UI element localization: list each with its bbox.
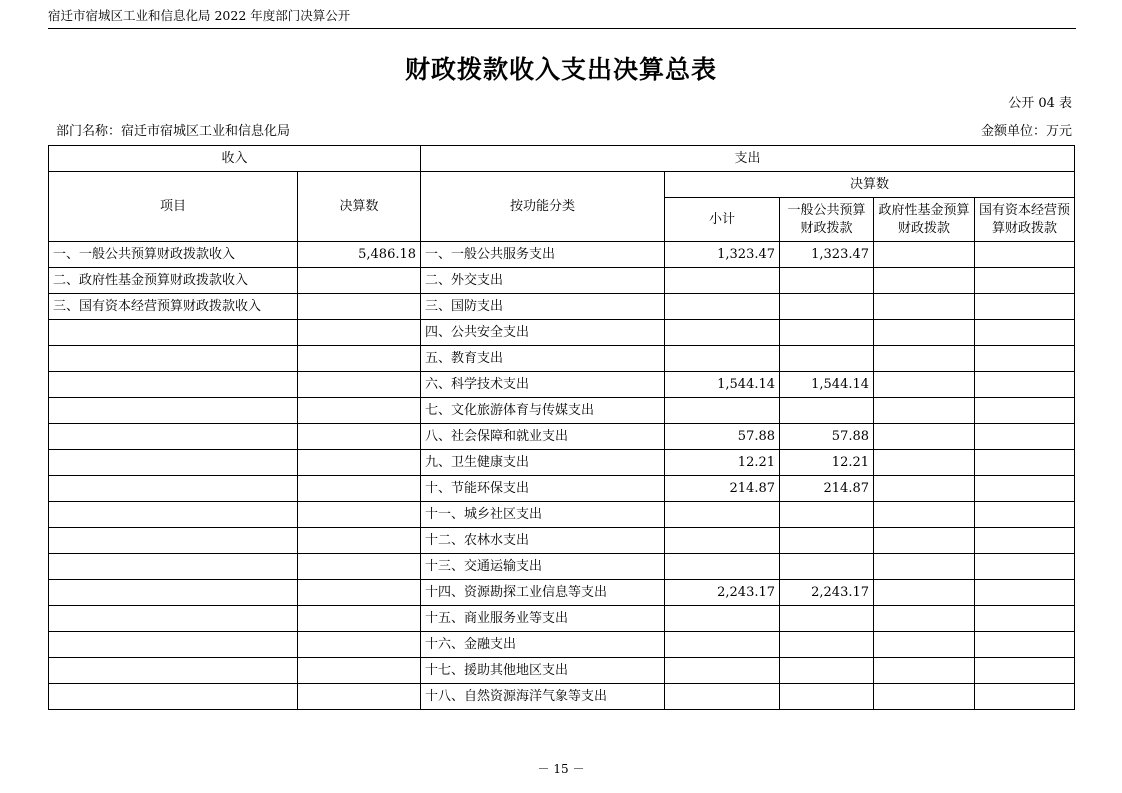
expense-item-cell: 九、卫生健康支出 [421, 450, 665, 476]
item-header: 项目 [49, 172, 298, 242]
state-capital-cell [975, 372, 1075, 398]
fund-budget-cell [874, 372, 975, 398]
subtotal-cell [665, 528, 780, 554]
general-budget-cell [780, 554, 874, 580]
state-capital-cell [975, 658, 1075, 684]
general-budget-cell [780, 632, 874, 658]
income-amount-cell [298, 606, 421, 632]
fund-budget-cell [874, 554, 975, 580]
table-code: 公开 04 表 [1008, 96, 1072, 111]
income-amount-cell [298, 268, 421, 294]
income-amount-cell [298, 554, 421, 580]
subtotal-cell [665, 346, 780, 372]
income-amount-cell: 5,486.18 [298, 242, 421, 268]
fund-budget-cell [874, 580, 975, 606]
table-row [49, 684, 1075, 710]
state-capital-cell [975, 450, 1075, 476]
income-item-cell [49, 580, 298, 606]
income-item-cell [49, 398, 298, 424]
expense-item-cell: 十六、金融支出 [421, 632, 665, 658]
expense-header: 支出 [421, 146, 1075, 172]
table-row [49, 502, 1075, 528]
expense-item-cell: 十七、援助其他地区支出 [421, 658, 665, 684]
income-amount-cell [298, 294, 421, 320]
fund-budget-cell [874, 658, 975, 684]
fund-budget-cell [874, 476, 975, 502]
state-capital-header: 国有资本经营预算财政拨款 [975, 198, 1075, 242]
table-row [49, 424, 1075, 450]
income-item-cell [49, 684, 298, 710]
income-item-cell [49, 372, 298, 398]
state-capital-cell [975, 294, 1075, 320]
table-row [49, 606, 1075, 632]
fund-budget-cell [874, 346, 975, 372]
fund-budget-cell [874, 502, 975, 528]
amount-unit: 金额单位：万元 [980, 124, 1072, 139]
income-header: 收入 [49, 146, 421, 172]
income-amount-cell [298, 424, 421, 450]
subtotal-cell [665, 268, 780, 294]
fund-budget-cell [874, 632, 975, 658]
fund-budget-cell [874, 606, 975, 632]
table-row [49, 320, 1075, 346]
fund-budget-cell [874, 242, 975, 268]
department-name: 部门名称：宿迁市宿城区工业和信息化局 [56, 124, 291, 139]
subtotal-cell [665, 606, 780, 632]
state-capital-cell [975, 684, 1075, 710]
income-amount-cell [298, 398, 421, 424]
expense-item-cell: 六、科学技术支出 [421, 372, 665, 398]
subtotal-header: 小计 [665, 198, 780, 242]
subtotal-cell [665, 658, 780, 684]
table-row [49, 632, 1075, 658]
subtotal-cell: 214.87 [665, 476, 780, 502]
table-row [49, 268, 1075, 294]
subtotal-cell [665, 320, 780, 346]
state-capital-cell [975, 424, 1075, 450]
income-item-cell [49, 346, 298, 372]
state-capital-cell [975, 580, 1075, 606]
table-row [49, 476, 1075, 502]
fund-budget-cell [874, 684, 975, 710]
amount-header: 决算数 [298, 172, 421, 242]
subtotal-cell: 2,243.17 [665, 580, 780, 606]
page-title: 财政拨款收入支出决算总表 [404, 55, 717, 84]
final-header: 决算数 [665, 172, 1075, 198]
income-amount-cell [298, 658, 421, 684]
general-budget-cell [780, 528, 874, 554]
subtotal-cell [665, 294, 780, 320]
income-amount-cell [298, 320, 421, 346]
fund-budget-cell [874, 450, 975, 476]
state-capital-cell [975, 476, 1075, 502]
subtotal-cell [665, 502, 780, 528]
expense-item-cell: 三、国防支出 [421, 294, 665, 320]
document-header: 宿迁市宿城区工业和信息化局 2022 年度部门决算公开 [48, 8, 351, 23]
fund-budget-cell [874, 268, 975, 294]
subtotal-cell: 57.88 [665, 424, 780, 450]
expense-item-cell: 十二、农林水支出 [421, 528, 665, 554]
expense-item-cell: 一、一般公共服务支出 [421, 242, 665, 268]
table-row [49, 450, 1075, 476]
income-item-cell [49, 554, 298, 580]
income-item-cell [49, 320, 298, 346]
state-capital-cell [975, 398, 1075, 424]
fund-budget-cell [874, 320, 975, 346]
table-row [49, 346, 1075, 372]
expense-item-cell: 二、外交支出 [421, 268, 665, 294]
general-budget-cell [780, 684, 874, 710]
income-amount-cell [298, 632, 421, 658]
table-row [49, 528, 1075, 554]
subtotal-cell [665, 684, 780, 710]
income-item-cell [49, 632, 298, 658]
function-header: 按功能分类 [421, 172, 665, 242]
state-capital-cell [975, 502, 1075, 528]
table-row [49, 372, 1075, 398]
general-budget-cell: 12.21 [780, 450, 874, 476]
income-amount-cell [298, 502, 421, 528]
expense-item-cell: 八、社会保障和就业支出 [421, 424, 665, 450]
general-budget-cell: 1,323.47 [780, 242, 874, 268]
general-budget-cell: 2,243.17 [780, 580, 874, 606]
income-item-cell [49, 424, 298, 450]
subtotal-cell [665, 554, 780, 580]
fund-budget-cell [874, 424, 975, 450]
income-amount-cell [298, 372, 421, 398]
fund-budget-cell [874, 528, 975, 554]
general-budget-cell: 214.87 [780, 476, 874, 502]
income-amount-cell [298, 476, 421, 502]
subtotal-cell: 1,323.47 [665, 242, 780, 268]
income-amount-cell [298, 580, 421, 606]
page-number: － 15 － [537, 762, 585, 776]
subtotal-cell [665, 632, 780, 658]
expense-item-cell: 十三、交通运输支出 [421, 554, 665, 580]
table-row [49, 554, 1075, 580]
table-row [49, 580, 1075, 606]
general-budget-cell [780, 346, 874, 372]
table-row [49, 294, 1075, 320]
state-capital-cell [975, 606, 1075, 632]
subtotal-cell: 12.21 [665, 450, 780, 476]
state-capital-cell [975, 242, 1075, 268]
income-item-cell [49, 658, 298, 684]
income-amount-cell [298, 450, 421, 476]
expense-item-cell: 十八、自然资源海洋气象等支出 [421, 684, 665, 710]
expense-item-cell: 五、教育支出 [421, 346, 665, 372]
expense-item-cell: 十四、资源勘探工业信息等支出 [421, 580, 665, 606]
income-item-cell: 三、国有资本经营预算财政拨款收入 [49, 294, 298, 320]
state-capital-cell [975, 320, 1075, 346]
table-row [49, 398, 1075, 424]
general-budget-header: 一般公共预算财政拨款 [780, 198, 874, 242]
income-item-cell [49, 528, 298, 554]
income-item-cell [49, 502, 298, 528]
table-row [49, 242, 1075, 268]
general-budget-cell: 1,544.14 [780, 372, 874, 398]
general-budget-cell [780, 606, 874, 632]
income-item-cell [49, 606, 298, 632]
income-amount-cell [298, 528, 421, 554]
general-budget-cell [780, 658, 874, 684]
subtotal-cell: 1,544.14 [665, 372, 780, 398]
subtotal-cell [665, 398, 780, 424]
income-item-cell: 一、一般公共预算财政拨款收入 [49, 242, 298, 268]
budget-table [48, 145, 1075, 710]
table-row [49, 658, 1075, 684]
income-amount-cell [298, 346, 421, 372]
fund-budget-cell [874, 294, 975, 320]
expense-item-cell: 十、节能环保支出 [421, 476, 665, 502]
fund-budget-header: 政府性基金预算财政拨款 [874, 198, 975, 242]
state-capital-cell [975, 346, 1075, 372]
general-budget-cell [780, 398, 874, 424]
state-capital-cell [975, 528, 1075, 554]
general-budget-cell [780, 320, 874, 346]
expense-item-cell: 七、文化旅游体育与传媒支出 [421, 398, 665, 424]
state-capital-cell [975, 554, 1075, 580]
general-budget-cell [780, 502, 874, 528]
fund-budget-cell [874, 398, 975, 424]
income-item-cell: 二、政府性基金预算财政拨款收入 [49, 268, 298, 294]
state-capital-cell [975, 632, 1075, 658]
state-capital-cell [975, 268, 1075, 294]
general-budget-cell [780, 294, 874, 320]
expense-item-cell: 十一、城乡社区支出 [421, 502, 665, 528]
expense-item-cell: 四、公共安全支出 [421, 320, 665, 346]
expense-item-cell: 十五、商业服务业等支出 [421, 606, 665, 632]
general-budget-cell: 57.88 [780, 424, 874, 450]
header-divider [48, 28, 1076, 29]
income-item-cell [49, 450, 298, 476]
income-amount-cell [298, 684, 421, 710]
income-item-cell [49, 476, 298, 502]
general-budget-cell [780, 268, 874, 294]
